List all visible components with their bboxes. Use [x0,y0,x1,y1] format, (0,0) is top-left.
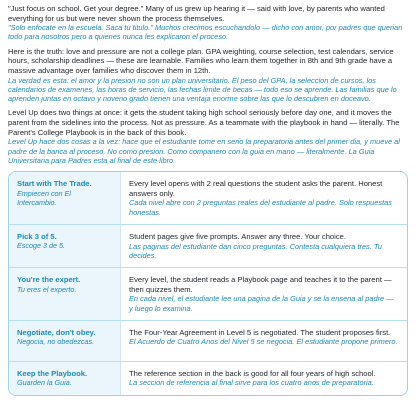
row-label: You're the expert. [17,275,81,285]
row-label-spanish: Escoge 3 de 5. [17,241,65,251]
row-text: The Four-Year Agreement in Level 5 is negotiated. The student proposes first. [129,327,391,337]
paragraph-spanish: Level Up hace dos cosas a la vez: hace que el estudiante tome en serio la preparatoria antes del primer dia, y mueve al padre de la banca al proceso. No como presion. Como companero con la guia en mano — literalmente. La Guia Universitaria para Padres esta al final de este libro. [8,137,400,165]
row-label: Start with The Trade. [17,179,92,189]
row-text: Every level opens with 2 real questions the student asks the parent. Honest answers only. [129,179,383,198]
row-text-cell [121,362,407,395]
row-label: Negotiate, don't obey. [17,327,96,337]
row-label-spanish: Tu eres el experto. [17,284,77,294]
paragraph-english: Here is the truth: love and pressure are not a college plan. GPA weighting, course selection, test calendars, service hours, scholarship deadlines — these are learnable. Families who learn them together in 8th and 9th grade have a massive advantage over families who discover them in 12th. [8,46,394,75]
table-row [9,225,407,268]
truth-paragraph [8,47,408,104]
row-label-spanish: Negocia, no obedezcas. [17,337,95,347]
row-text-spanish: Cada nivel abre con 2 preguntas reales del estudiante al padre. Solo respuestas honestas. [129,198,392,217]
table-row [9,172,407,225]
row-label-cell [9,172,121,224]
row-label-spanish: Guarden la Guia. [17,378,72,388]
row-text-cell [121,268,407,320]
paragraph-spanish: La verdad es esta: el amor y la presion no son un plan universitario. El peso del GPA, la seleccion de cursos, los calendarios de examenes, las horas de servicio, las fechas limite de becas — todo eso se aprende. Las familias que lo aprenden juntas en octavo y noveno grado tienen una ventaja enorme sobre las que lo descubren en doceavo. [8,75,397,104]
row-text-spanish: La seccion de referencia al final sirve para los cuatro anos de preparatoria. [129,378,374,388]
row-text: The reference section in the back is good for all four years of high school. [129,368,376,378]
paragraph-english: Level Up does two things at once: it gets the student taking high school seriously before day one, and it moves the parent from the sidelines into the process. Not as pressure. As a teammate with the playbook in hand — literally. The Parent's College Playbook is in the back of this book. [8,108,400,137]
row-text: Student pages give five prompts. Answer any three. Your choice. [129,231,346,241]
row-text-cell [121,321,407,361]
row-text-spanish: Las paginas del estudiante dan cinco preguntas. Contesta cualquiera tres. Tu decides. [129,241,382,260]
paragraph-spanish: "Solo enfocate en la escuela. Saca tu titulo." Muchos crecimos escuchandolo — dicho con amor, por padres que querian todo para nosotros pero a quienes nunca les explicaron el proceso. [8,23,403,42]
row-text-spanish: El Acuerdo de Cuatro Anos del Nivel 5 se negocia. El estudiante propone primero. [129,337,398,347]
row-label: Keep the Playbook. [17,368,88,378]
row-label-cell [9,225,121,267]
paragraph-english: "Just focus on school. Get your degree." Many of us grew up hearing it — said with love, by parents who wanted everything for us but were never shown the process themselves. [8,4,385,23]
row-text-cell [121,225,407,267]
row-label-cell [9,321,121,361]
table-row [9,362,407,395]
rules-table [8,171,408,396]
row-label: Pick 3 of 5. [17,231,57,241]
row-text-cell [121,172,407,224]
intro-paragraph [8,4,408,42]
row-label-cell [9,362,121,395]
row-label-cell [9,268,121,320]
row-text: Every level, the student reads a Playbook page and teaches it to the parent — then quizzes them. [129,275,392,294]
row-label-spanish: Empiecen con El Intercambio. [17,188,71,207]
table-row [9,268,407,321]
level-up-paragraph [8,108,408,165]
row-text-spanish: En cada nivel, el estudiante lee una pagina de la Guia y se la ensena al padre — y luego lo examina. [129,294,394,313]
table-row [9,321,407,362]
